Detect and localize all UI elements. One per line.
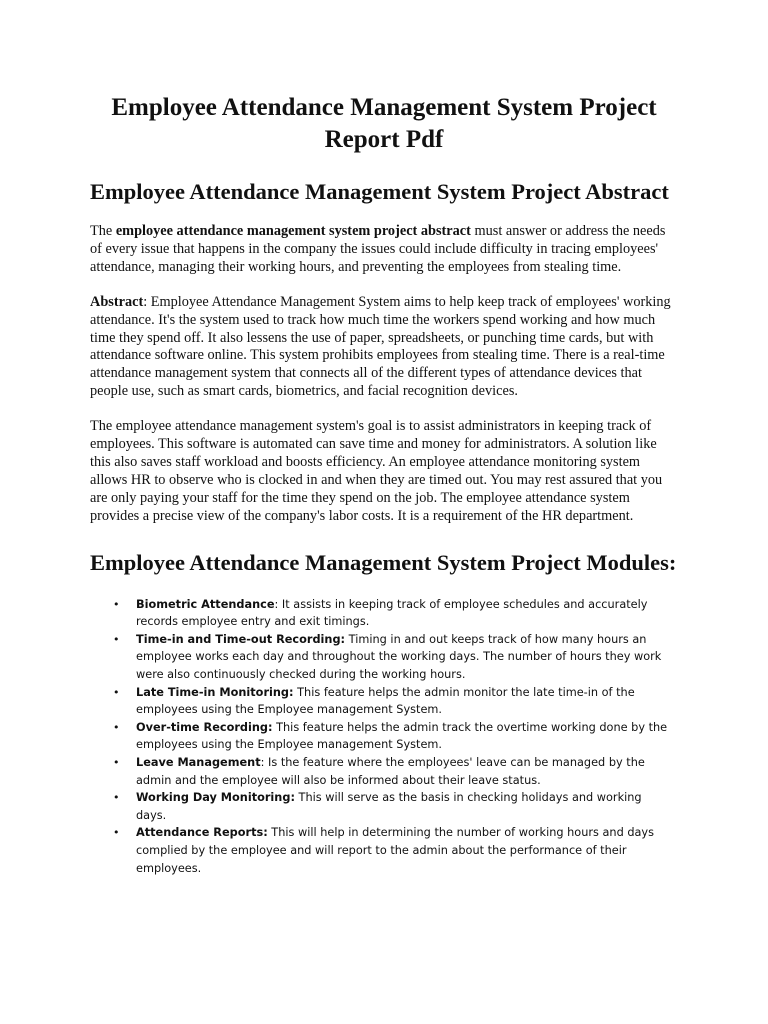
abstract-label: Abstract [90, 293, 144, 310]
bullet-icon: • [113, 826, 120, 840]
bullet-icon: • [113, 685, 120, 699]
intro-lead: The [90, 223, 116, 239]
intro-paragraph [90, 223, 678, 277]
module-name: Time-in and Time-out Recording: [136, 632, 346, 646]
list-item [113, 684, 678, 719]
intro-rest: must answer or address the needs of every issue that happens in the company the issues could include difficulty in tracing employees' attendance, managing their working hours, and preventing the employees from stealing time. [90, 223, 666, 275]
list-item [113, 824, 678, 877]
list-item [113, 631, 678, 684]
module-description: This will serve as the basis in checking holidays and working days. [136, 791, 642, 822]
abstract-text: : Employee Attendance Management System aims to help keep track of employees' working attendance. It's the system used to track how much time the workers spend working and how much time they spend off. It also lessens the use of paper, spreadsheets, or punching time cards, but with attendance software online. This system prohibits employees from stealing time. There is a real-time attendance management system that connects all of the different types of attendance devices that people use, such as smart cards, biometrics, and facial recognition devices. [90, 293, 671, 400]
module-name: Attendance Reports: [136, 826, 268, 840]
list-item [113, 719, 678, 754]
bullet-icon: • [113, 791, 120, 805]
bullet-icon: • [113, 632, 120, 646]
goal-paragraph: The employee attendance management system's goal is to assist administrators in keeping track of employees. This software is automated can save time and money for administrators. A solution like this also saves staff workload and boosts efficiency. An employee attendance monitoring system allows HR to observe who is clocked in and when they are timed out. You may rest assured that you are only paying your staff for the time they spend on the job. The employee attendance system provides a precise view of the company's labor costs. It is a requirement of the HR department. [90, 418, 663, 524]
module-name: Biometric Attendance [136, 597, 275, 611]
bullet-icon: • [113, 720, 120, 734]
intro-bold-phrase: employee attendance management system project abstract [115, 223, 471, 239]
bullet-icon: • [113, 755, 120, 769]
module-description: This will help in determining the number of working hours and days complied by the employee and will report to the admin about the performance of their employees. [136, 826, 654, 875]
document-title: Employee Attendance Management System Project Report Pdf [111, 94, 657, 153]
module-name: Working Day Monitoring: [136, 791, 295, 805]
module-description: It assists in keeping track of employee schedules and accurately records employee entry and exit timings. [136, 597, 648, 629]
module-description: Timing in and out keeps track of how many hours an employee works each day and throughout the working days. The number of hours they work were also continuously checked during the working hours. [136, 632, 662, 681]
bullet-icon: • [113, 597, 120, 611]
module-separator: : [260, 755, 265, 769]
modules-heading: Employee Attendance Management System Project Modules: [90, 549, 677, 575]
module-description: Is the feature where the employees' leave can be managed by the admin and the employee will also be informed about their leave status. [136, 755, 645, 787]
module-description: This feature helps the admin monitor the late time-in of the employees using the Employee management System. [136, 685, 635, 717]
abstract-heading: Employee Attendance Management System Project Abstract [90, 179, 669, 204]
module-description: This feature helps the admin track the overtime working done by the employees using the Employee management System. [136, 720, 668, 752]
module-name: Leave Management [136, 755, 261, 769]
list-item [113, 789, 678, 824]
list-item [113, 754, 678, 789]
list-item [113, 596, 678, 631]
module-name: Over-time Recording: [136, 720, 273, 734]
abstract-paragraph [90, 294, 678, 401]
modules-list [90, 596, 678, 878]
module-name: Late Time-in Monitoring: [136, 685, 294, 699]
module-separator: : [274, 597, 279, 611]
